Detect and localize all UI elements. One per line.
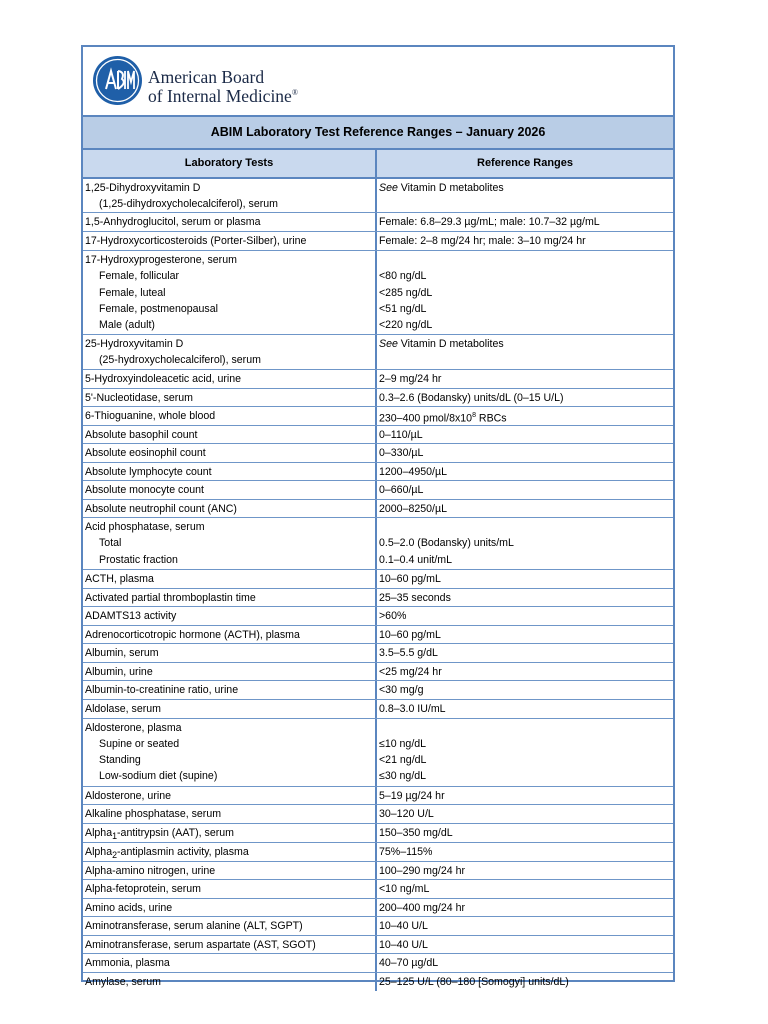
reference-table [83, 179, 673, 991]
reference-range: <25 mg/24 hr [379, 665, 442, 678]
table-row [83, 862, 673, 881]
table-row [83, 899, 673, 918]
table-row [83, 607, 673, 626]
test-name: ACTH, plasma [83, 570, 377, 588]
reference-range-sheet [81, 45, 675, 988]
table-row [83, 917, 673, 936]
table-row [83, 843, 673, 862]
test-name: Alpha$_2$-antiplasmin activity, plasma [83, 843, 377, 861]
reference-range: 5–19 µg/24 hr [379, 789, 445, 802]
test-name: Aminotransferase, serum alanine (ALT, SGPT) [83, 917, 377, 935]
test-name: Absolute neutrophil count (ANC) [83, 500, 377, 518]
abim-logo [92, 55, 143, 106]
header [83, 47, 673, 117]
reference-range: 30–120 U/L [379, 808, 434, 820]
reference-range: 150–350 mg/dL [379, 826, 453, 839]
table-row [83, 232, 673, 251]
test-name: Aldolase, serum [83, 700, 377, 718]
table-row [83, 481, 673, 500]
table-row [83, 973, 673, 992]
table-row [83, 213, 673, 232]
test-name: Absolute eosinophil count [83, 444, 377, 462]
table-row [83, 407, 673, 426]
test-name: Albumin, urine [83, 663, 377, 681]
column-headers [83, 150, 673, 179]
reference-range: 10–40 U/L [379, 920, 428, 932]
reference-range: <10 ng/mL [379, 883, 430, 895]
table-row [83, 626, 673, 645]
table-row [83, 500, 673, 519]
test-name: Aldosterone, urine [83, 787, 377, 805]
table-row [83, 589, 673, 608]
reference-range: <80 ng/dL <285 ng/dL <51 ng/dL <220 ng/dL [379, 270, 433, 332]
column-header-ranges: Reference Ranges [477, 157, 573, 169]
reference-range: 10–40 U/L [379, 938, 428, 951]
table-row [83, 389, 673, 408]
test-name: 5'-Nucleotidase, serum [83, 389, 377, 407]
table-row [83, 570, 673, 589]
org-line-1: American Board [148, 67, 265, 87]
reference-range: 75%–115% [379, 845, 433, 858]
reference-range: <30 mg/g [379, 684, 424, 696]
table-row [83, 681, 673, 700]
test-name: 25-Hydroxyvitamin D (25-hydroxycholecalciferol), serum [83, 335, 377, 369]
test-name: Alpha-fetoprotein, serum [83, 880, 377, 898]
reference-range: 25–35 seconds [379, 591, 451, 604]
reference-range: Female: 2–8 mg/24 hr; male: 3–10 mg/24 hr [379, 235, 586, 247]
test-name: Amino acids, urine [83, 899, 377, 917]
table-row [83, 880, 673, 899]
test-name: Alkaline phosphatase, serum [83, 805, 377, 823]
test-name: Activated partial thromboplastin time [83, 589, 377, 607]
test-name: 6-Thioguanine, whole blood [83, 407, 377, 425]
reference-range: 100–290 mg/24 hr [379, 864, 465, 877]
org-line-2: of Internal Medicine® [148, 85, 298, 106]
reference-range: 10–60 pg/mL [379, 573, 441, 585]
table-row [83, 251, 673, 335]
table-row [83, 426, 673, 445]
test-name: 17-Hydroxycorticosteroids (Porter-Silber), urine [83, 232, 377, 250]
table-row [83, 370, 673, 389]
table-row [83, 444, 673, 463]
reference-range: 3.5–5.5 g/dL [379, 647, 438, 659]
reference-range: 0–660/µL [379, 484, 424, 496]
table-row [83, 719, 673, 787]
reference-range: 40–70 µg/dL [379, 957, 439, 969]
reference-range: >60% [379, 610, 407, 622]
reference-range: ≤10 ng/dL <21 ng/dL ≤30 ng/dL [379, 737, 427, 783]
test-name: Absolute lymphocyte count [83, 463, 377, 481]
table-row [83, 824, 673, 843]
table-row [83, 463, 673, 482]
test-name: Absolute monocyte count [83, 481, 377, 499]
table-row [83, 518, 673, 570]
table-row [83, 700, 673, 719]
organization-name [148, 69, 298, 104]
test-name: Aldosterone, plasma Supine or seated Standing Low-sodium diet (supine) [83, 719, 377, 786]
reference-range: 0–110/µL [379, 428, 423, 441]
reference-range: 0.5–2.0 (Bodansky) units/mL 0.1–0.4 unit/mL [379, 537, 514, 566]
reference-range: 1200–4950/µL [379, 465, 447, 478]
test-name: 1,5-Anhydroglucitol, serum or plasma [83, 213, 377, 231]
test-name: Adrenocorticotropic hormone (ACTH), plasma [83, 626, 377, 644]
test-name: Alpha-amino nitrogen, urine [83, 862, 377, 880]
reference-range: 0.8–3.0 IU/mL [379, 702, 446, 715]
test-name: ADAMTS13 activity [83, 607, 377, 625]
test-name: 1,25-Dihydroxyvitamin D (1,25-dihydroxycholecalciferol), serum [83, 179, 377, 212]
reference-range: 10–60 pg/mL [379, 628, 441, 641]
reference-range: 0–330/µL [379, 447, 424, 459]
reference-range: 2–9 mg/24 hr [379, 373, 442, 385]
table-row [83, 179, 673, 213]
table-row [83, 663, 673, 682]
test-name: Alpha$_1$-antitrypsin (AAT), serum [83, 824, 377, 842]
table-row [83, 805, 673, 824]
test-name: Acid phosphatase, serum Total Prostatic fraction [83, 518, 377, 569]
test-name: Amylase, serum [83, 973, 377, 992]
document-title: ABIM Laboratory Test Reference Ranges – January 2026 [83, 117, 673, 150]
reference-range: See Vitamin D metabolites [379, 338, 504, 350]
test-name: 17-Hydroxyprogesterone, serum Female, follicular Female, luteal Female, postmenopausal Male (adult) [83, 251, 377, 334]
table-row [83, 644, 673, 663]
table-row [83, 787, 673, 806]
reference-range: 2000–8250/µL [379, 502, 447, 515]
test-name: Absolute basophil count [83, 426, 377, 444]
column-header-tests: Laboratory Tests [83, 150, 377, 177]
reference-range: 25–125 U/L (80–180 [Somogyi] units/dL) [379, 975, 569, 988]
table-row [83, 936, 673, 955]
registered-mark: ® [291, 88, 298, 97]
reference-range: See Vitamin D metabolites [379, 182, 504, 194]
table-row [83, 954, 673, 973]
test-name: Albumin-to-creatinine ratio, urine [83, 681, 377, 699]
reference-range: 200–400 mg/24 hr [379, 901, 465, 914]
test-name: Aminotransferase, serum aspartate (AST, SGOT) [83, 936, 377, 954]
reference-range: 230–400 pmol/$8x10^8$ RBCs [379, 412, 507, 425]
test-name: Albumin, serum [83, 644, 377, 662]
test-name: 5-Hydroxyindoleacetic acid, urine [83, 370, 377, 388]
reference-range: 0.3–2.6 (Bodansky) units/dL (0–15 U/L) [379, 391, 564, 404]
test-name: Ammonia, plasma [83, 954, 377, 972]
reference-range: Female: 6.8–29.3 µg/mL; male: 10.7–32 µg/mL [379, 216, 600, 228]
table-row [83, 335, 673, 370]
